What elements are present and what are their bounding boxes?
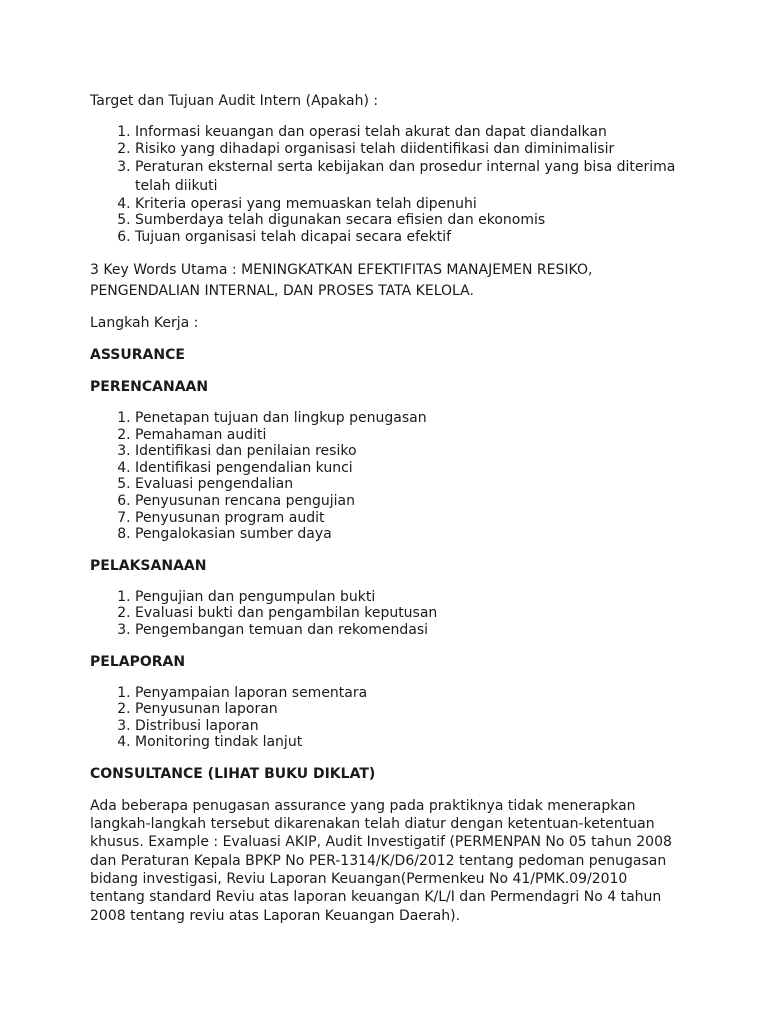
list-item: 2. Risiko yang dihadapi organisasi telah diidentifikasi dan diminimalisir <box>135 141 690 158</box>
list-item: 3. Distribusi laporan <box>135 718 690 735</box>
list-item: 1. Penetapan tujuan dan lingkup penugasan <box>135 410 690 427</box>
document-page <box>90 92 690 925</box>
list-item: 5. Evaluasi pengendalian <box>135 476 690 493</box>
assurance-heading: ASSURANCE <box>90 346 185 363</box>
list-item: 2. Pemahaman auditi <box>135 427 690 444</box>
list-item: 6. Penyusunan rencana pengujian <box>135 493 690 510</box>
paragraph-line: 2008 tentang reviu atas Laporan Keuangan Daerah). <box>90 907 461 924</box>
langkah-kerja-label: Langkah Kerja : <box>90 314 199 331</box>
list-item: 2. Evaluasi bukti dan pengambilan keputusan <box>135 605 690 622</box>
paragraph-line: tentang standard Reviu atas laporan keuangan K/L/I dan Permendagri No 4 tahun <box>90 889 662 906</box>
pelaporan-list <box>90 685 690 751</box>
paragraph-line: Ada beberapa penugasan assurance yang pada praktiknya tidak menerapkan <box>90 797 636 814</box>
list-item: 4. Monitoring tindak lanjut <box>135 734 690 751</box>
pelaksanaan-list <box>90 589 690 639</box>
list-item: 8. Pengalokasian sumber daya <box>135 526 690 543</box>
list-item: 4. Identifikasi pengendalian kunci <box>135 460 690 477</box>
list-item: 4. Kriteria operasi yang memuaskan telah dipenuhi <box>135 196 690 213</box>
key-words-line: 3 Key Words Utama : MENINGKATKAN EFEKTIFITAS MANAJEMEN RESIKO, <box>90 261 593 278</box>
key-words-paragraph <box>90 260 690 302</box>
list-item: 5. Sumberdaya telah digunakan secara efisien dan ekonomis <box>135 212 690 229</box>
list-item: 6. Tujuan organisasi telah dicapai secara efektif <box>135 229 690 246</box>
paragraph-line: bidang investigasi, Reviu Laporan Keuangan(Permenkeu No 41/PMK.09/2010 <box>90 871 628 888</box>
list-item: 3. Identifikasi dan penilaian resiko <box>135 443 690 460</box>
list-item: 1. Informasi keuangan dan operasi telah akurat dan dapat diandalkan <box>135 124 690 141</box>
key-words-line: PENGENDALIAN INTERNAL, DAN PROSES TATA KELOLA. <box>90 282 474 299</box>
consultance-paragraph <box>90 797 690 925</box>
consultance-heading: CONSULTANCE (LIHAT BUKU DIKLAT) <box>90 765 376 782</box>
perencanaan-heading: PERENCANAAN <box>90 378 209 395</box>
list-item: 3. Pengembangan temuan dan rekomendasi <box>135 622 690 639</box>
list-item: 1. Penyampaian laporan sementara <box>135 685 690 702</box>
paragraph-line: dan Peraturan Kepala BPKP No PER-1314/K/D6/2012 tentang pedoman penugasan <box>90 852 667 869</box>
perencanaan-list <box>90 410 690 543</box>
intro-title: Target dan Tujuan Audit Intern (Apakah) : <box>90 93 379 109</box>
list-item: 2. Penyusunan laporan <box>135 701 690 718</box>
list-item: 3. Peraturan eksternal serta kebijakan dan prosedur internal yang bisa diterima telah diikuti <box>135 158 690 196</box>
paragraph-line: langkah-langkah tersebut dikarenakan telah diatur dengan ketentuan-ketentuan <box>90 816 655 833</box>
pelaksanaan-heading: PELAKSANAAN <box>90 557 207 574</box>
list-item: 1. Pengujian dan pengumpulan bukti <box>135 589 690 606</box>
list-item: 7. Penyusunan program audit <box>135 510 690 527</box>
goals-list <box>90 124 690 246</box>
pelaporan-heading: PELAPORAN <box>90 653 186 670</box>
paragraph-line: khusus. Example : Evaluasi AKIP, Audit Investigatif (PERMENPAN No 05 tahun 2008 <box>90 834 672 851</box>
